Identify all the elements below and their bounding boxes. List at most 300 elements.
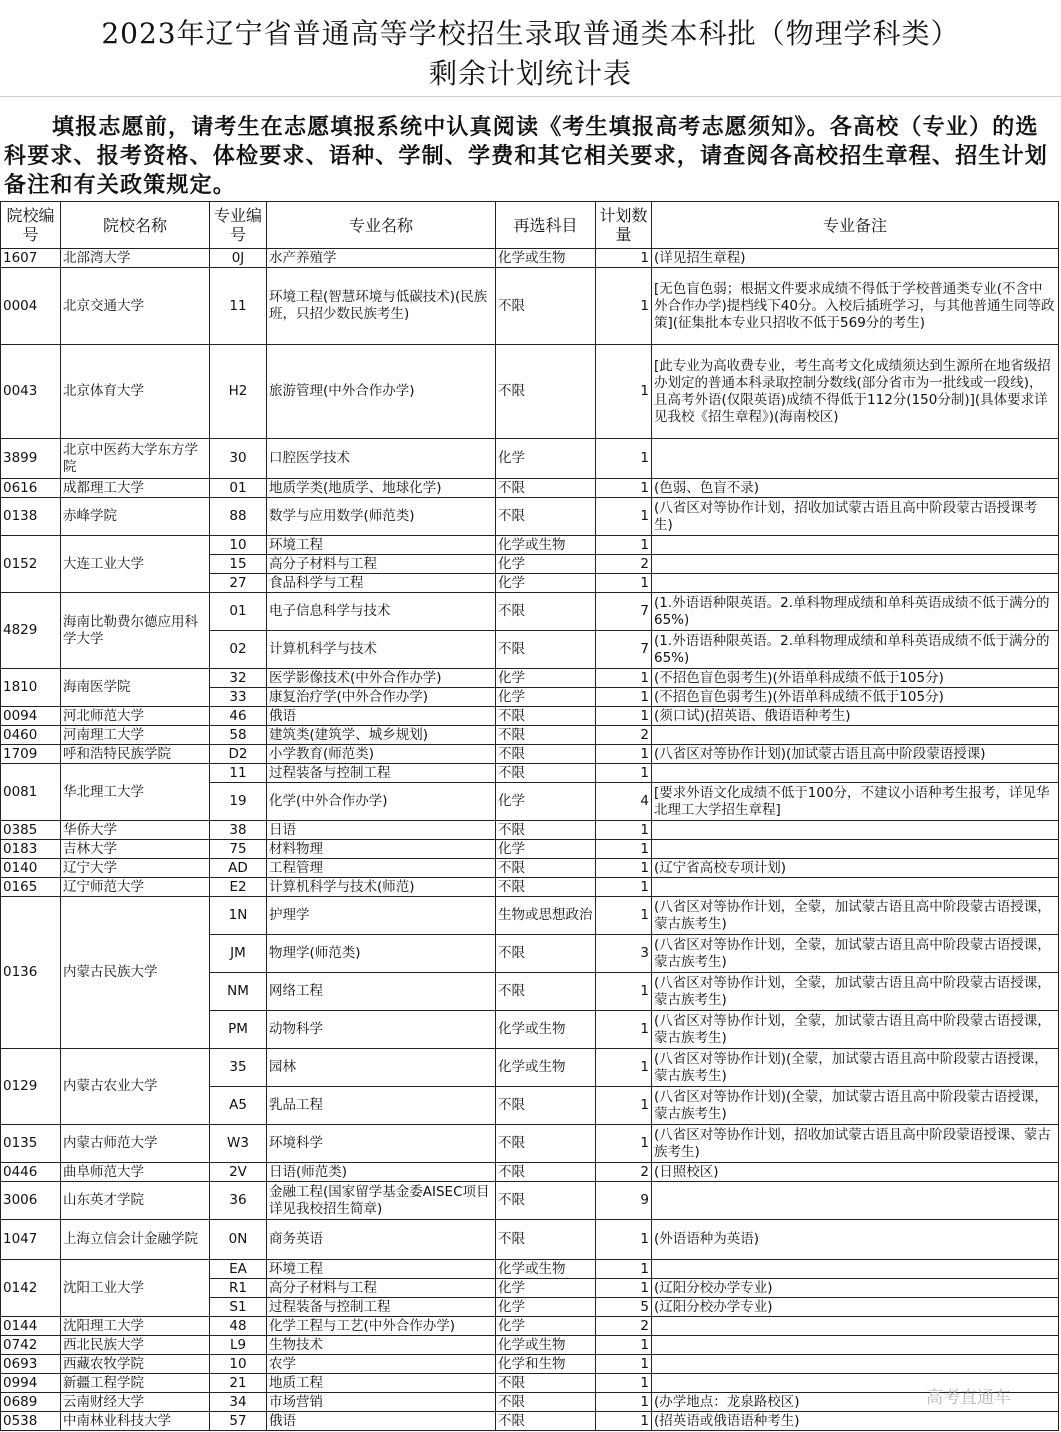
note-cell <box>652 1317 1059 1336</box>
school-code-cell: 1810 <box>1 669 61 707</box>
subject-cell: 化学和生物 <box>496 1355 596 1374</box>
table-row <box>1 498 1059 536</box>
school-name-cell: 海南医学院 <box>61 669 210 707</box>
major-name-cell: 数学与应用数学(师范类) <box>267 498 496 536</box>
note-cell: (1.外语语种限英语。2.单科物理成绩和单科英语成绩不低于满分的65%) <box>652 631 1059 669</box>
school-code-cell: 0152 <box>1 536 61 593</box>
school-name-cell: 海南比勒费尔德应用科学大学 <box>61 593 210 669</box>
table-row <box>1 479 1059 498</box>
note-cell: (日照校区) <box>652 1163 1059 1182</box>
major-code-cell: 2V <box>210 1163 267 1182</box>
major-name-cell: 园林 <box>267 1049 496 1087</box>
school-name-cell: 沈阳理工大学 <box>61 1317 210 1336</box>
major-name-cell: 化学(中外合作办学) <box>267 783 496 821</box>
major-code-cell: 1N <box>210 897 267 935</box>
major-code-cell: 11 <box>210 764 267 783</box>
subject-cell: 化学 <box>496 783 596 821</box>
table-row <box>1 1393 1059 1412</box>
note-cell: (详见招生章程) <box>652 249 1059 268</box>
major-code-cell: 32 <box>210 669 267 688</box>
major-name-cell: 小学教育(师范类) <box>267 745 496 764</box>
plan-count-cell: 1 <box>596 498 652 536</box>
major-code-cell: 46 <box>210 707 267 726</box>
plan-count-cell: 1 <box>596 669 652 688</box>
plan-count-cell: 1 <box>596 973 652 1011</box>
note-cell: (办学地点：龙泉路校区) <box>652 1393 1059 1412</box>
major-name-cell: 环境工程 <box>267 1260 496 1279</box>
note-cell <box>652 821 1059 840</box>
major-name-cell: 日语(师范类) <box>267 1163 496 1182</box>
plan-table <box>0 201 1059 1431</box>
major-name-cell: 建筑类(建筑学、城乡规划) <box>267 726 496 745</box>
note-cell: (八省区对等协作计划，全蒙，加试蒙古语且高中阶段蒙古语授课，蒙古族考生) <box>652 1011 1059 1049</box>
school-code-cell: 0742 <box>1 1336 61 1355</box>
note-cell: (1.外语语种限英语。2.单科物理成绩和单科英语成绩不低于满分的65%) <box>652 593 1059 631</box>
plan-count-cell: 1 <box>596 1393 652 1412</box>
subject-cell: 不限 <box>496 973 596 1011</box>
subject-cell: 化学 <box>496 1279 596 1298</box>
header-school-code: 院校编号 <box>1 202 61 249</box>
subject-cell: 化学或生物 <box>496 1011 596 1049</box>
plan-count-cell: 2 <box>596 726 652 745</box>
table-row <box>1 1355 1059 1374</box>
major-code-cell: D2 <box>210 745 267 764</box>
major-name-cell: 旅游管理(中外合作办学) <box>267 345 496 439</box>
school-code-cell: 0538 <box>1 1412 61 1431</box>
subject-cell: 不限 <box>496 935 596 973</box>
header-plan-count: 计划数量 <box>596 202 652 249</box>
table-row <box>1 1412 1059 1431</box>
table-row <box>1 821 1059 840</box>
major-name-cell: 工程管理 <box>267 859 496 878</box>
major-code-cell: S1 <box>210 1298 267 1317</box>
major-name-cell: 环境工程 <box>267 536 496 555</box>
subject-cell: 不限 <box>496 1412 596 1431</box>
school-code-cell: 0129 <box>1 1049 61 1125</box>
table-row <box>1 669 1059 688</box>
subject-cell: 化学 <box>496 840 596 859</box>
major-name-cell: 动物科学 <box>267 1011 496 1049</box>
plan-count-cell: 1 <box>596 479 652 498</box>
major-name-cell: 地质工程 <box>267 1374 496 1393</box>
subject-cell: 不限 <box>496 1182 596 1220</box>
table-row <box>1 1163 1059 1182</box>
subject-cell: 化学 <box>496 555 596 574</box>
note-cell <box>652 1355 1059 1374</box>
major-code-cell: 36 <box>210 1182 267 1220</box>
note-cell: (不招色盲色弱考生)(外语单科成绩不低于105分) <box>652 688 1059 707</box>
major-name-cell: 市场营销 <box>267 1393 496 1412</box>
subject-cell: 不限 <box>496 1220 596 1260</box>
school-name-cell: 云南财经大学 <box>61 1393 210 1412</box>
plan-count-cell: 1 <box>596 764 652 783</box>
notice-paragraph: 填报志愿前，请考生在志愿填报系统中认真阅读《考生填报高考志愿须知》。各高校（专业）的选科要求、报考资格、体检要求、语种、学制、学费和其它相关要求，请查阅各高校招生章程、招生计划备注和有关政策规定。 <box>4 114 1049 198</box>
table-row <box>1 726 1059 745</box>
table-row <box>1 1336 1059 1355</box>
major-name-cell: 水产养殖学 <box>267 249 496 268</box>
major-code-cell: 75 <box>210 840 267 859</box>
note-cell <box>652 726 1059 745</box>
plan-count-cell: 1 <box>596 1355 652 1374</box>
school-code-cell: 1709 <box>1 745 61 764</box>
major-name-cell: 计算机科学与技术(师范) <box>267 878 496 897</box>
note-cell: (八省区对等协作计划)(加试蒙古语且高中阶段蒙语授课) <box>652 745 1059 764</box>
page-title: 2023年辽宁省普通高等学校招生录取普通类本科批（物理学科类） <box>101 17 960 50</box>
subject-cell: 不限 <box>496 593 596 631</box>
major-name-cell: 乳品工程 <box>267 1087 496 1125</box>
major-code-cell: 27 <box>210 574 267 593</box>
plan-count-cell: 1 <box>596 707 652 726</box>
plan-count-cell: 1 <box>596 439 652 479</box>
major-name-cell: 农学 <box>267 1355 496 1374</box>
major-name-cell: 康复治疗学(中外合作办学) <box>267 688 496 707</box>
major-code-cell: 58 <box>210 726 267 745</box>
major-code-cell: NM <box>210 973 267 1011</box>
school-name-cell: 辽宁师范大学 <box>61 878 210 897</box>
major-code-cell: 10 <box>210 536 267 555</box>
major-code-cell: AD <box>210 859 267 878</box>
note-cell: (八省区对等协作计划，全蒙，加试蒙古语且高中阶段蒙古语授课，蒙古族考生) <box>652 897 1059 935</box>
plan-count-cell: 1 <box>596 1049 652 1087</box>
subject-cell: 不限 <box>496 1393 596 1412</box>
major-code-cell: 33 <box>210 688 267 707</box>
school-name-cell: 西藏农牧学院 <box>61 1355 210 1374</box>
major-name-cell: 护理学 <box>267 897 496 935</box>
school-code-cell: 0165 <box>1 878 61 897</box>
school-name-cell: 曲阜师范大学 <box>61 1163 210 1182</box>
school-code-cell: 0004 <box>1 268 61 345</box>
subject-cell: 化学或生物 <box>496 1260 596 1279</box>
major-name-cell: 材料物理 <box>267 840 496 859</box>
subject-cell: 不限 <box>496 268 596 345</box>
plan-count-cell: 1 <box>596 688 652 707</box>
school-code-cell: 0140 <box>1 859 61 878</box>
note-cell: (辽阳分校办学专业) <box>652 1298 1059 1317</box>
subject-cell: 不限 <box>496 1163 596 1182</box>
plan-count-cell: 2 <box>596 1163 652 1182</box>
major-code-cell: 30 <box>210 439 267 479</box>
plan-count-cell: 4 <box>596 783 652 821</box>
plan-count-cell: 1 <box>596 897 652 935</box>
school-code-cell: 0446 <box>1 1163 61 1182</box>
school-code-cell: 1607 <box>1 249 61 268</box>
school-name-cell: 成都理工大学 <box>61 479 210 498</box>
subject-cell: 化学或生物 <box>496 249 596 268</box>
table-row <box>1 1049 1059 1087</box>
table-row <box>1 439 1059 479</box>
subject-cell: 不限 <box>496 345 596 439</box>
major-name-cell: 商务英语 <box>267 1220 496 1260</box>
school-code-cell: 0094 <box>1 707 61 726</box>
note-cell: (八省区对等协作计划，招收加试蒙古语且高中阶段蒙语授课、蒙古族考生) <box>652 1125 1059 1163</box>
major-code-cell: A5 <box>210 1087 267 1125</box>
school-name-cell: 华北理工大学 <box>61 764 210 821</box>
school-code-cell: 0385 <box>1 821 61 840</box>
school-name-cell: 西北民族大学 <box>61 1336 210 1355</box>
plan-count-cell: 1 <box>596 1279 652 1298</box>
plan-count-cell: 1 <box>596 1412 652 1431</box>
major-code-cell: 38 <box>210 821 267 840</box>
school-name-cell: 华侨大学 <box>61 821 210 840</box>
major-name-cell: 网络工程 <box>267 973 496 1011</box>
school-name-cell: 内蒙古农业大学 <box>61 1049 210 1125</box>
subject-cell: 不限 <box>496 631 596 669</box>
watermark: 高考直通车 <box>926 1388 1011 1408</box>
major-name-cell: 过程装备与控制工程 <box>267 1298 496 1317</box>
major-code-cell: 11 <box>210 268 267 345</box>
note-cell: (须口试)(招英语、俄语语种考生) <box>652 707 1059 726</box>
school-name-cell: 中南林业科技大学 <box>61 1412 210 1431</box>
major-name-cell: 俄语 <box>267 707 496 726</box>
subject-cell: 不限 <box>496 1087 596 1125</box>
note-cell <box>652 1336 1059 1355</box>
school-code-cell: 1047 <box>1 1220 61 1260</box>
major-code-cell: W3 <box>210 1125 267 1163</box>
table-row <box>1 536 1059 555</box>
major-name-cell: 医学影像技术(中外合作办学) <box>267 669 496 688</box>
subject-cell: 化学 <box>496 439 596 479</box>
school-name-cell: 山东英才学院 <box>61 1182 210 1220</box>
note-cell <box>652 878 1059 897</box>
major-code-cell: 15 <box>210 555 267 574</box>
school-name-cell: 河北师范大学 <box>61 707 210 726</box>
subject-cell: 不限 <box>496 1125 596 1163</box>
major-name-cell: 高分子材料与工程 <box>267 1279 496 1298</box>
major-name-cell: 高分子材料与工程 <box>267 555 496 574</box>
school-name-cell: 新疆工程学院 <box>61 1374 210 1393</box>
school-code-cell: 0994 <box>1 1374 61 1393</box>
subject-cell: 化学 <box>496 1317 596 1336</box>
school-name-cell: 北京中医药大学东方学院 <box>61 439 210 479</box>
plan-count-cell: 1 <box>596 1260 652 1279</box>
subject-cell: 不限 <box>496 821 596 840</box>
header-school-name: 院校名称 <box>61 202 210 249</box>
plan-count-cell: 2 <box>596 555 652 574</box>
subject-cell: 化学或生物 <box>496 536 596 555</box>
major-code-cell: 35 <box>210 1049 267 1087</box>
header-major-name: 专业名称 <box>267 202 496 249</box>
major-code-cell: 01 <box>210 593 267 631</box>
plan-count-cell: 1 <box>596 840 652 859</box>
note-cell: (八省区对等协作计划)(全蒙，加试蒙古语且高中阶段蒙古语授课，蒙古族考生) <box>652 1087 1059 1125</box>
header-major-code: 专业编号 <box>210 202 267 249</box>
note-cell: [无色盲色弱；根据文件要求成绩不得低于学校普通类专业(不含中外合作办学)提档线下40分。入校后插班学习，与其他普通生同等政策](征集批本专业只招收不低于569分的考生) <box>652 268 1059 345</box>
table-row <box>1 859 1059 878</box>
subject-cell: 化学 <box>496 1298 596 1317</box>
plan-count-cell: 1 <box>596 536 652 555</box>
subject-cell: 不限 <box>496 859 596 878</box>
school-name-cell: 北京体育大学 <box>61 345 210 439</box>
note-cell <box>652 840 1059 859</box>
note-cell: (外语语种为英语) <box>652 1220 1059 1260</box>
major-name-cell: 口腔医学技术 <box>267 439 496 479</box>
school-code-cell: 4829 <box>1 593 61 669</box>
note-cell <box>652 1182 1059 1220</box>
subject-cell: 不限 <box>496 1374 596 1393</box>
major-code-cell: 21 <box>210 1374 267 1393</box>
plan-count-cell: 1 <box>596 1125 652 1163</box>
note-cell <box>652 555 1059 574</box>
table-row <box>1 1374 1059 1393</box>
note-cell <box>652 574 1059 593</box>
major-name-cell: 日语 <box>267 821 496 840</box>
note-cell: (不招色盲色弱考生)(外语单科成绩不低于105分) <box>652 669 1059 688</box>
table-row <box>1 764 1059 783</box>
subject-cell: 不限 <box>496 707 596 726</box>
major-name-cell: 环境科学 <box>267 1125 496 1163</box>
major-code-cell: 0N <box>210 1220 267 1260</box>
major-code-cell: R1 <box>210 1279 267 1298</box>
major-code-cell: 10 <box>210 1355 267 1374</box>
major-name-cell: 过程装备与控制工程 <box>267 764 496 783</box>
header-subject: 再选科目 <box>496 202 596 249</box>
school-code-cell: 0460 <box>1 726 61 745</box>
school-name-cell: 吉林大学 <box>61 840 210 859</box>
plan-count-cell: 1 <box>596 859 652 878</box>
plan-count-cell: 1 <box>596 574 652 593</box>
table-row <box>1 897 1059 935</box>
major-name-cell: 金融工程(国家留学基金委AISEC项目详见我校招生简章) <box>267 1182 496 1220</box>
major-code-cell: JM <box>210 935 267 973</box>
plan-count-cell: 1 <box>596 821 652 840</box>
note-cell: [要求外语文化成绩不低于100分，不建议小语种考生报考，详见华北理工大学招生章程] <box>652 783 1059 821</box>
note-cell: (招英语或俄语语种考生) <box>652 1412 1059 1431</box>
table-row <box>1 1125 1059 1163</box>
table-row <box>1 878 1059 897</box>
note-cell: (八省区对等协作计划，全蒙，加试蒙古语且高中阶段蒙古语授课，蒙古族考生) <box>652 935 1059 973</box>
school-name-cell: 呼和浩特民族学院 <box>61 745 210 764</box>
plan-count-cell: 1 <box>596 878 652 897</box>
school-name-cell: 辽宁大学 <box>61 859 210 878</box>
major-code-cell: 48 <box>210 1317 267 1336</box>
major-name-cell: 俄语 <box>267 1412 496 1431</box>
table-row <box>1 707 1059 726</box>
subject-cell: 化学 <box>496 688 596 707</box>
plan-count-cell: 1 <box>596 1011 652 1049</box>
school-code-cell: 0138 <box>1 498 61 536</box>
note-cell: (辽宁省高校专项计划) <box>652 859 1059 878</box>
school-code-cell: 3899 <box>1 439 61 479</box>
table-row <box>1 249 1059 268</box>
plan-count-cell: 1 <box>596 745 652 764</box>
note-cell <box>652 439 1059 479</box>
school-code-cell: 0043 <box>1 345 61 439</box>
school-name-cell: 上海立信会计金融学院 <box>61 1220 210 1260</box>
major-code-cell: 0J <box>210 249 267 268</box>
table-row <box>1 593 1059 631</box>
table-row <box>1 268 1059 345</box>
header-note: 专业备注 <box>652 202 1059 249</box>
school-name-cell: 沈阳工业大学 <box>61 1260 210 1317</box>
plan-count-cell: 1 <box>596 268 652 345</box>
major-code-cell: 57 <box>210 1412 267 1431</box>
note-cell: (八省区对等协作计划，全蒙，加试蒙古语且高中阶段蒙古语授课，蒙古族考生) <box>652 973 1059 1011</box>
table-row <box>1 1260 1059 1279</box>
major-name-cell: 生物技术 <box>267 1336 496 1355</box>
major-name-cell: 环境工程(智慧环境与低碳技术)(民族班，只招少数民族考生) <box>267 268 496 345</box>
subject-cell: 不限 <box>496 498 596 536</box>
subject-cell: 化学或生物 <box>496 1336 596 1355</box>
plan-count-cell: 1 <box>596 1374 652 1393</box>
major-code-cell: EA <box>210 1260 267 1279</box>
school-code-cell: 3006 <box>1 1182 61 1220</box>
divider <box>0 96 1061 97</box>
plan-count-cell: 7 <box>596 631 652 669</box>
major-code-cell: PM <box>210 1011 267 1049</box>
school-name-cell: 内蒙古民族大学 <box>61 897 210 1049</box>
school-code-cell: 0693 <box>1 1355 61 1374</box>
table-row <box>1 1182 1059 1220</box>
major-code-cell: H2 <box>210 345 267 439</box>
major-name-cell: 电子信息科学与技术 <box>267 593 496 631</box>
note-cell: (辽阳分校办学专业) <box>652 1279 1059 1298</box>
school-code-cell: 0142 <box>1 1260 61 1317</box>
major-code-cell: E2 <box>210 878 267 897</box>
major-code-cell: 19 <box>210 783 267 821</box>
school-name-cell: 内蒙古师范大学 <box>61 1125 210 1163</box>
note-cell <box>652 536 1059 555</box>
note-cell <box>652 1260 1059 1279</box>
subject-cell: 化学 <box>496 669 596 688</box>
school-code-cell: 0135 <box>1 1125 61 1163</box>
subject-cell: 不限 <box>496 745 596 764</box>
note-cell: (色弱、色盲不录) <box>652 479 1059 498</box>
school-code-cell: 0144 <box>1 1317 61 1336</box>
school-name-cell: 北京交通大学 <box>61 268 210 345</box>
table-row <box>1 745 1059 764</box>
table-row <box>1 345 1059 439</box>
major-code-cell: 34 <box>210 1393 267 1412</box>
subject-cell: 化学 <box>496 574 596 593</box>
table-row <box>1 1220 1059 1260</box>
note-cell: [此专业为高收费专业，考生高考文化成绩须达到生源所在地省级招办划定的普通本科录取控制分数线(部分省市为一批线或一段线)，且高考外语(仅限英语)成绩不得低于112分(150分制)](具体要求详见我校《招生章程》)(海南校区) <box>652 345 1059 439</box>
school-name-cell: 赤峰学院 <box>61 498 210 536</box>
major-name-cell: 食品科学与工程 <box>267 574 496 593</box>
school-name-cell: 河南理工大学 <box>61 726 210 745</box>
note-cell <box>652 764 1059 783</box>
major-code-cell: 01 <box>210 479 267 498</box>
plan-count-cell: 3 <box>596 935 652 973</box>
major-name-cell: 地质学类(地质学、地球化学) <box>267 479 496 498</box>
major-code-cell: 02 <box>210 631 267 669</box>
subject-cell: 不限 <box>496 479 596 498</box>
table-row <box>1 840 1059 859</box>
school-code-cell: 0081 <box>1 764 61 821</box>
major-name-cell: 计算机科学与技术 <box>267 631 496 669</box>
plan-count-cell: 2 <box>596 1317 652 1336</box>
major-code-cell: L9 <box>210 1336 267 1355</box>
subject-cell: 不限 <box>496 878 596 897</box>
plan-count-cell: 1 <box>596 1336 652 1355</box>
table-header-row <box>1 202 1059 249</box>
school-name-cell: 大连工业大学 <box>61 536 210 593</box>
major-name-cell: 化学工程与工艺(中外合作办学) <box>267 1317 496 1336</box>
plan-count-cell: 1 <box>596 1087 652 1125</box>
school-code-cell: 0183 <box>1 840 61 859</box>
note-cell: (八省区对等协作计划，招收加试蒙古语且高中阶段蒙古语授课考生) <box>652 498 1059 536</box>
school-code-cell: 0689 <box>1 1393 61 1412</box>
plan-count-cell: 1 <box>596 345 652 439</box>
subject-cell: 生物或思想政治 <box>496 897 596 935</box>
major-name-cell: 物理学(师范类) <box>267 935 496 973</box>
school-code-cell: 0136 <box>1 897 61 1049</box>
page-subtitle: 剩余计划统计表 <box>428 57 632 90</box>
plan-count-cell: 7 <box>596 593 652 631</box>
plan-count-cell: 1 <box>596 249 652 268</box>
subject-cell: 不限 <box>496 764 596 783</box>
school-code-cell: 0616 <box>1 479 61 498</box>
school-name-cell: 北部湾大学 <box>61 249 210 268</box>
